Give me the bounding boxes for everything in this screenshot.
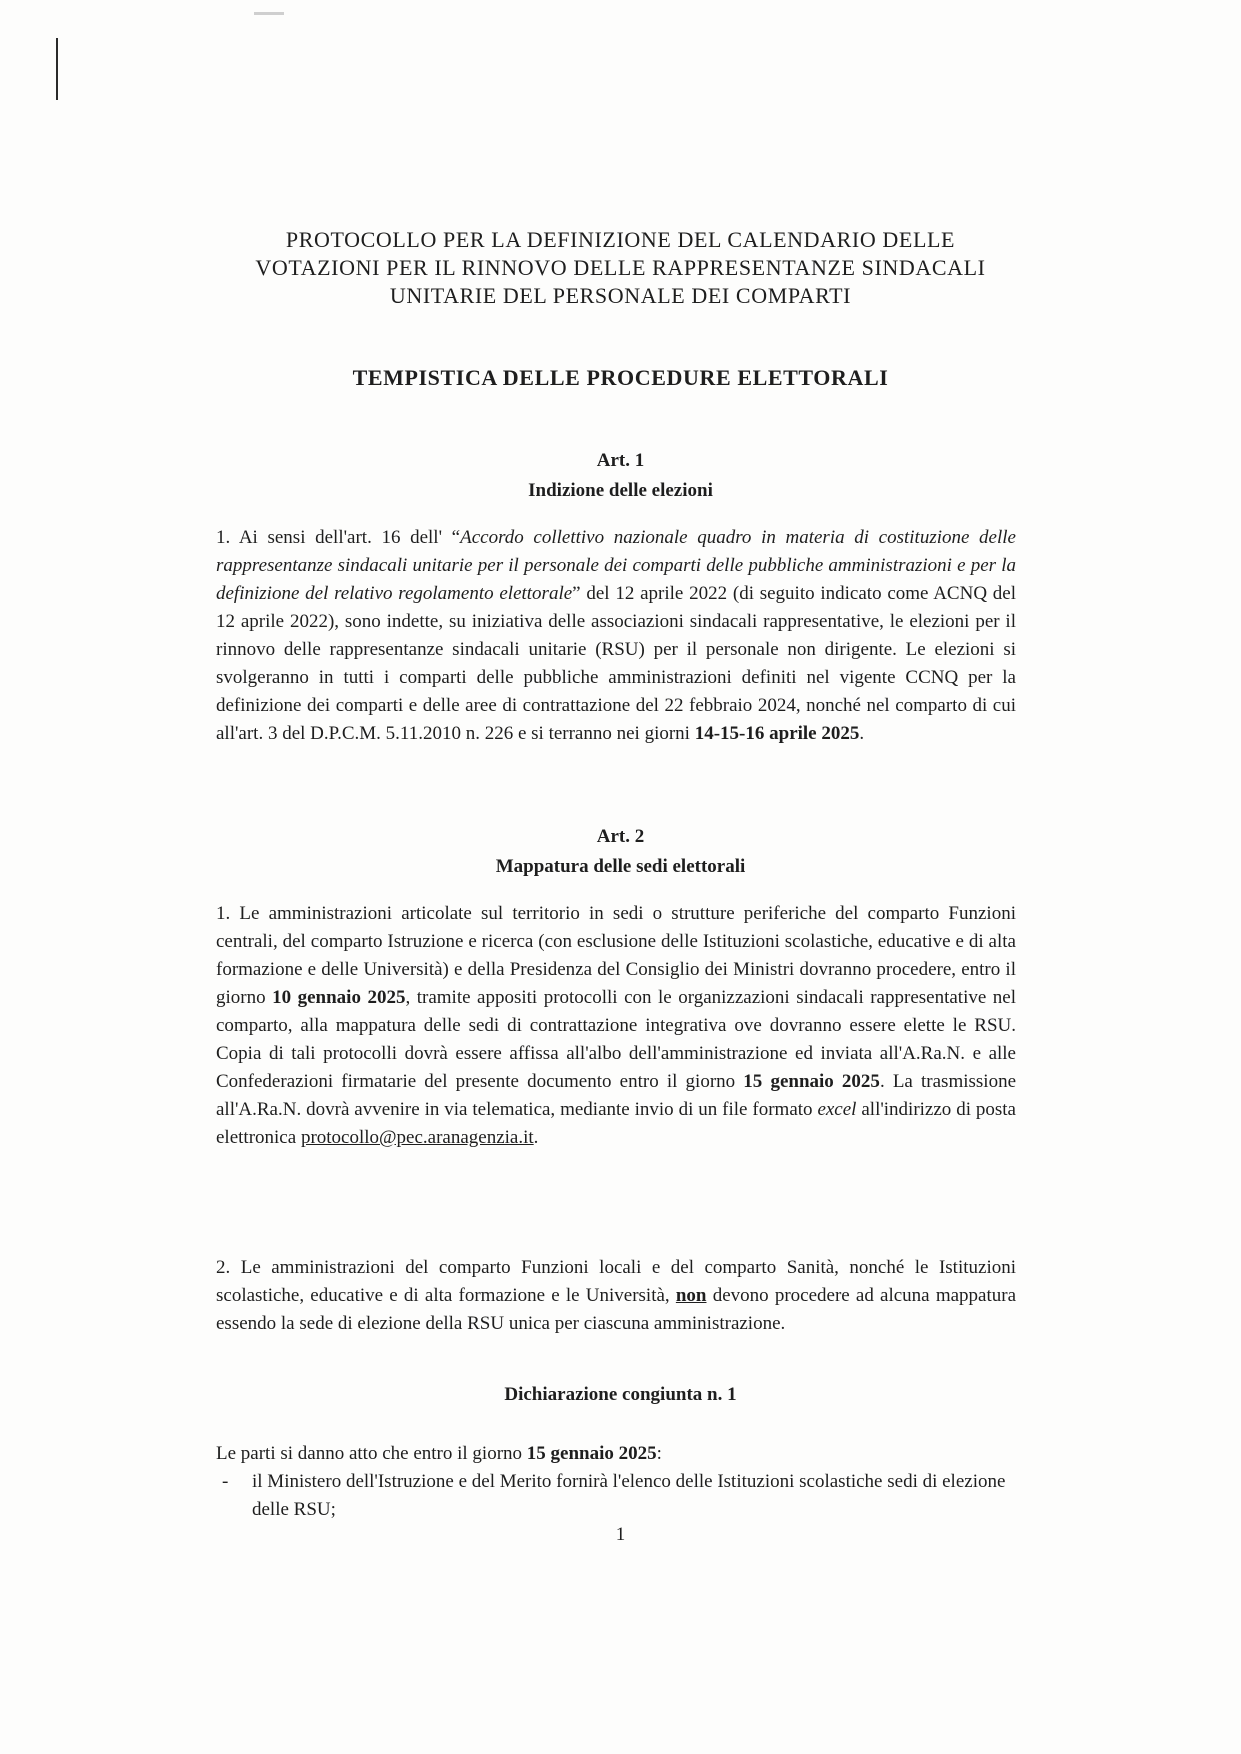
- art2-p1-text-a: 1. Le amministrazioni articolate sul territorio in sedi o strutture periferiche del comparto Funzioni centrali, del comparto Istruzione e ricerca (con esclusione delle Istituzioni scolastiche, educative e di alta formazione e delle Università) e della Presidenza del Consiglio dei Ministri dovranno procedere, entro il giorno: [216, 903, 1016, 1008]
- list-item: [222, 1468, 1032, 1524]
- art1-heading: [150, 446, 1091, 506]
- art1-p1-agreement-title: Accordo collettivo nazionale quadro in materia di costituzione delle rappresentanze sindacali unitarie per il personale dei comparti delle pubbliche amministrazioni e per la definizione del relativo regolamento elettorale: [216, 527, 1016, 604]
- declaration-intro-date: 15 gennaio 2025: [526, 1443, 657, 1464]
- art2-paragraph-2: [216, 1254, 1016, 1338]
- art2-paragraph-1: [216, 900, 1016, 1152]
- art1-p1-text-c: .: [859, 723, 865, 744]
- art2-p1-file-format: excel: [817, 1099, 857, 1120]
- art2-title: Mappatura delle sedi elettorali: [495, 856, 746, 877]
- title-line-2: VOTAZIONI PER IL RINNOVO DELLE RAPPRESENTANZE SINDACALI: [255, 255, 986, 280]
- art2-p1-date-2: 15 gennaio 2025: [743, 1071, 880, 1092]
- declaration-title: Dichiarazione congiunta n. 1: [504, 1384, 737, 1405]
- art1-number: Art. 1: [596, 450, 645, 471]
- art2-p1-date-1: 10 gennaio 2025: [272, 987, 406, 1008]
- declaration-intro-text-b: :: [656, 1443, 662, 1464]
- page-number: 1: [615, 1524, 626, 1545]
- declaration-heading: [150, 1380, 1091, 1410]
- art2-p1-email-link[interactable]: protocollo@pec.aranagenzia.it: [300, 1127, 534, 1148]
- art2-p2-emphasis-non: non: [675, 1285, 707, 1306]
- art1-p1-election-dates: 14-15-16 aprile 2025: [694, 723, 860, 744]
- art2-p1-text-c: . La trasmissione all'A.Ra.N. dovrà avvenire in via telematica, mediante invio di un file formato: [216, 1071, 1017, 1120]
- art1-paragraph-1: [216, 524, 1016, 748]
- art2-p2-text-a: 2. Le amministrazioni del comparto Funzioni locali e del comparto Sanità, nonché le Istituzioni scolastiche, educative e di alta formazione e le Università,: [216, 1257, 1016, 1306]
- art2-heading: [150, 822, 1091, 882]
- declaration-intro: [216, 1440, 1016, 1468]
- scan-smudge: [254, 12, 284, 15]
- art1-title: Indizione delle elezioni: [528, 480, 713, 501]
- art2-p1-text-e: .: [533, 1127, 539, 1148]
- declaration-intro-text-a: Le parti si danno atto che entro il giorno: [216, 1443, 527, 1464]
- list-item-text: il Ministero dell'Istruzione e del Merito fornirà l'elenco delle Istituzioni scolastiche sedi di elezione delle RSU;: [252, 1471, 1006, 1520]
- title-line-1: PROTOCOLLO PER LA DEFINIZIONE DEL CALENDARIO DELLE: [285, 227, 956, 252]
- scan-margin-mark: [56, 38, 58, 100]
- title-line-3: UNITARIE DEL PERSONALE DEI COMPARTI: [389, 283, 852, 308]
- art1-p1-text-b: ” del 12 aprile 2022 (di seguito indicato come ACNQ del 12 aprile 2022), sono indette, su iniziativa delle associazioni sindacali rappresentative, le elezioni per il rinnovo delle rappresentanze sindacali unitarie (RSU) per il personale non dirigente. Le elezioni si svolgeranno in tutti i comparti delle pubbliche amministrazioni definiti nel vigente CCNQ per la definizione dei comparti e delle aree di contrattazione del 22 febbraio 2024, nonché nel comparto di cui all'art. 3 del D.P.C.M. 5.11.2010 n. 226 e si terranno nei giorni: [216, 583, 1017, 744]
- declaration-list: [222, 1468, 1032, 1524]
- art1-p1-text-a: 1. Ai sensi dell'art. 16 dell' “: [216, 527, 461, 548]
- art2-number: Art. 2: [596, 826, 645, 847]
- document-subtitle: TEMPISTICA DELLE PROCEDURE ELETTORALI: [352, 365, 889, 390]
- art2-p2-text-b: devono procedere ad alcuna mappatura essendo la sede di elezione della RSU unica per ciascuna amministrazione.: [216, 1285, 1016, 1334]
- art2-p1-text-d: all'indirizzo di posta elettronica: [216, 1099, 1016, 1148]
- document-title: [150, 226, 1091, 310]
- art2-p1-text-b: , tramite appositi protocolli con le organizzazioni sindacali rappresentative nel comparto, alla mappatura delle sedi di contrattazione integrativa ove dovranno essere elette le RSU. Copia di tali protocolli dovrà essere affissa all'albo dell'amministrazione ed inviata all'A.Ra.N. e alle Confederazioni firmatarie del presente documento entro il giorno: [216, 987, 1016, 1092]
- list-dash: -: [222, 1471, 229, 1492]
